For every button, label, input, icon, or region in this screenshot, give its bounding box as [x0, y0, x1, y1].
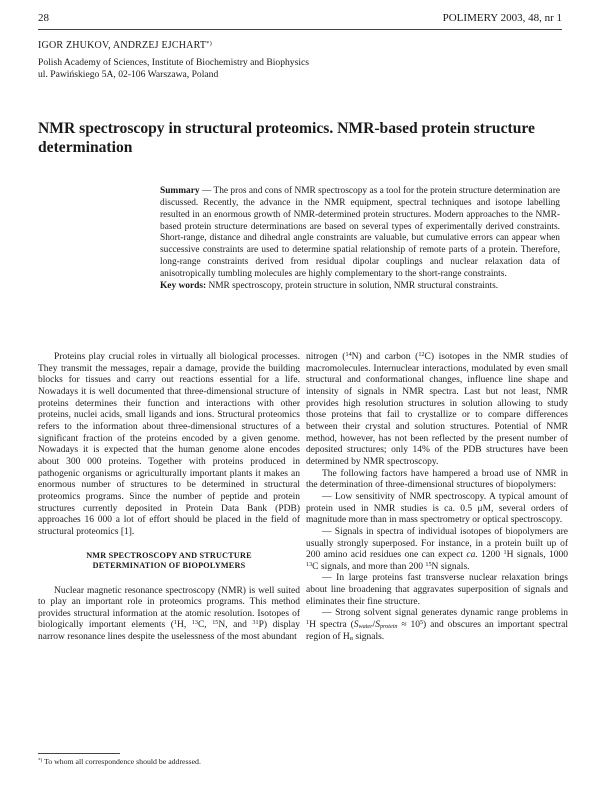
header-rule: [38, 29, 562, 30]
authors-footnote-mark: *): [206, 40, 212, 48]
factor-relaxation: — In large proteins fast transverse nuclear relaxation brings about line broadening that aggravates superposition of signals and eliminates their fine structure.: [306, 573, 568, 607]
affiliation-line2: ul. Pawińskiego 5A, 02-106 Warszawa, Poland: [38, 69, 219, 81]
affiliation-line1: Polish Academy of Sciences, Institute of Biochemistry and Biophysics: [38, 57, 309, 68]
footnote-text: To whom all correspondence should be addressed.: [42, 757, 201, 766]
factor-sensitivity: — Low sensitivity of NMR spectroscopy. A typical amount of protein used in NMR studies is ca. 0.5 μM, several orders of magnitude more than in mass spectrometry or optical spectroscopy.: [306, 491, 568, 526]
section-heading: [38, 551, 300, 572]
summary-text: — The pros and cons of NMR spectroscopy as a tool for the protein structure determination are discussed. Recently, the advance in the NMR equipment, spectral techniques and isotope labelling resulted in an enormous growth of NMR-determined protein structures. Modern approaches to the NMR-based protein structure determinations are based on several types of experimentally derived constraints. Short-range, distance and dihedral angle constraints are valuable, but cumulative errors can appear when successive constraints are used to determine spatial relationship of remote parts of a protein. Therefore, long-range constraints derived from residual dipolar couplings and nuclear relaxation data of anisotropically tumbling molecules are highly complementary to the short-range constraints.: [160, 186, 560, 279]
page-number: 28: [38, 12, 49, 24]
affiliation: [38, 57, 309, 81]
factors-paragraph: The following factors have hampered a broad use of NMR in the determination of three-dimensional structures of biopolymers:: [306, 468, 568, 491]
nmr-paragraph: Nuclear magnetic resonance spectroscopy (NMR) is well suited to play an important role in proteomics programs. This method provides structural information at the atomic resolution. Isotopes of biologically important elements ($^1$H, $^{13}$C, $^{15}$N, and $^{31}$P) display narrow resonance lines despite the uselessness of the most abundant: [38, 585, 301, 643]
factor-solvent: — Strong solvent signal generates dynamic range problems in $^1$H spectra $(S_{water}/S_{protein} \approx 10^5)$ and obscures an important spectral region of $H_\alpha$ signals.: [306, 608, 568, 642]
summary-label: Summary: [160, 186, 200, 196]
running-head: POLIMERY 2003, 48, nr 1: [442, 12, 562, 24]
footnote: [38, 757, 201, 766]
abstract: [160, 186, 560, 293]
section-heading-line2: DETERMINATION OF BIOPOLYMERS: [92, 561, 246, 570]
keywords-text: NMR spectroscopy, protein structure in solution, NMR structural constraints.: [206, 280, 499, 291]
footnote-rule: [38, 753, 120, 754]
article-title: NMR spectroscopy in structural proteomics. NMR-based protein structure determination: [38, 120, 535, 156]
intro-paragraph: Proteins play crucial roles in virtually all biological processes. They transmit the messages, repair a damage, provide the building blocks for tissues and carry out reactions essential for a life. Nowadays it is well documented that three-dimensional structure of proteins determines their function and interactions with other proteins, nuclei acids, small ligands and ions. Structural proteomics refers to the information about three-dimensional structures of a significant fraction of the proteins encoded by a given genome. Nowadays it is expected that the human genome alone encodes about 300 000 proteins. Together with proteins produced in pathogenic organisms or agriculturally important plants it makes an enormous number of structures to be determined in structural proteomics programs. Since the number of peptide and protein structures currently deposited in Protein Data Bank (PDB) approaches 16 000 a lot of effort should be placed in the field of structural proteomics [1].: [38, 352, 300, 537]
section-heading-line1: NMR SPECTROSCOPY AND STRUCTURE: [86, 550, 252, 560]
footnote-mark: *): [38, 757, 43, 764]
author-names: IGOR ZHUKOV, ANDRZEJ EJCHART: [38, 40, 207, 51]
keywords-label: Key words:: [160, 280, 207, 291]
continuation-paragraph: nitrogen ($^{14}$N) and carbon ($^{12}$C) isotopes in the NMR studies of macromolecules. Internuclear interactions, modulated by even small structural and conformational changes, influence line shape and intensity of signals in NMR spectra. Last but not least, NMR provides high resolution structures in solution allowing to study those proteins that fail to crystallize or to compare differences between their crystal and solution structures. Potential of NMR method, however, has not been reflected by the present number of deposited structures; only 14% of the PDB structures have been determined by NMR spectroscopy.: [306, 352, 568, 467]
left-column: [38, 352, 300, 644]
right-column: [306, 352, 568, 643]
factor-superposition: — Signals in spectra of individual isotopes of biopolymers are usually strongly superposed. For instance, in a protein built up of 200 amino acid residues one can expect ca. 1200 $^1$H signals, 1000 $^{13}$C signals, and more than 200 $^{15}$N signals.: [306, 526, 569, 572]
authors: [38, 40, 212, 51]
